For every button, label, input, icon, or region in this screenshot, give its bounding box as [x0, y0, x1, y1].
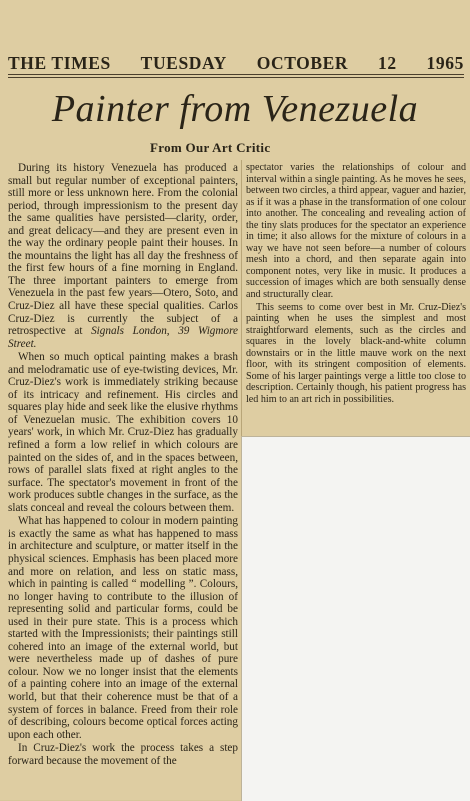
article-column-1 [8, 162, 238, 798]
masthead-year: 1965 [426, 53, 464, 73]
masthead-date: 12 [378, 53, 397, 73]
masthead [8, 52, 464, 75]
article-paragraph: When so much optical painting makes a brash and melodramatic use of eye-twisting devices, Mr. Cruz-Diez's work is immediately striking because of its intricacy and refinement. His circles and squares play hide and seek like the elusive rhythms of Venezuelan music. The exhibition covers 10 years' work, in which Mr. Cruz-Diez has gradually refined a form a low relief in which colours are painted on the sides of, and in the spaces between, rows of parallel slats fixed at right angles to the surface. The spectator's movement in front of the work produces subtle changes in the surface, as the slats conceal and reveal the colours between them. [8, 351, 238, 514]
gallery-name: Signals London, 39 Wigmore Street. [8, 325, 238, 350]
masthead-rule [8, 77, 464, 78]
article-column-2 [246, 162, 466, 430]
masthead-paper: THE TIMES [8, 53, 111, 73]
article-paragraph [8, 162, 238, 350]
paragraph-text: During its history Venezuela has produced a small but regular number of exceptional painters, still more or less unknown here. From the colonial period, through impressionism to the present day the same qualities have persisted—clarity, order, and great delicacy—and they are present even in the way the ordinary people paint their houses. In the mountains the light has all day the freshness of the first few hours of a fine morning in England. The three important painters to emerge from Venezuela in the past few years—Otero, Soto, and Cruz-Diez all have these special qualities. Carlos Cruz-Diez is currently the subject of a retrospective at [8, 162, 238, 338]
article-paragraph: What has happened to colour in modern painting is exactly the same as what has happened to mass in architecture and sculpture, or matter itself in the physical sciences. Emphasis has been placed more and more on relation, and less on static mass, which in painting is called “ modelling ”. Colours, no longer having to contribute to the illusion of representing solid and particular forms, could be used in their pure state. This is a process which started with the Impressionists; their paintings still cohered into an image of the external world, but were nevertheless made up of dashes of pure colour. Now we no longer insist that the elements of a painting cohere into an image of the external world, but that their coherence must be that of a system of forces in balance. Freed from their role of describing, colours become optical forces acting upon each other. [8, 515, 238, 741]
article-paragraph: This seems to come over best in Mr. Cruz-Diez's painting when he uses the simplest and most straightforward elements, such as the circles and squares in the lovely black-and-white column downstairs or in the little mauve work on the next floor, with its stringent composition of elements. Some of his larger paintings verge a little too close to description. Certainly though, his patient progress has led him to an art rich in possibilities. [246, 301, 466, 405]
article-paragraph: spectator varies the relationships of colour and interval within a single painting. As he moves he sees, between two circles, a third appear, vaguer and hazier, as if it was a phase in the transformation of one colour into another. The concealing and revealing action of the tiny slats produces for the spectator an experience in time; it also allows for the mixture of colours in a way we have not seen before—a number of colours mesh into a chord, and then separate again into component notes, very like in music. It produces a succession of images which are both sensually dense and structurally clear. [246, 162, 466, 301]
article-paragraph: In Cruz-Diez's work the process takes a step forward because the movement of the [8, 742, 238, 767]
masthead-day: TUESDAY [140, 53, 227, 73]
byline: From Our Art Critic [150, 140, 271, 155]
blank-backing-paper [241, 436, 470, 801]
masthead-month: OCTOBER [256, 53, 349, 73]
headline: Painter from Venezuela [51, 88, 419, 130]
